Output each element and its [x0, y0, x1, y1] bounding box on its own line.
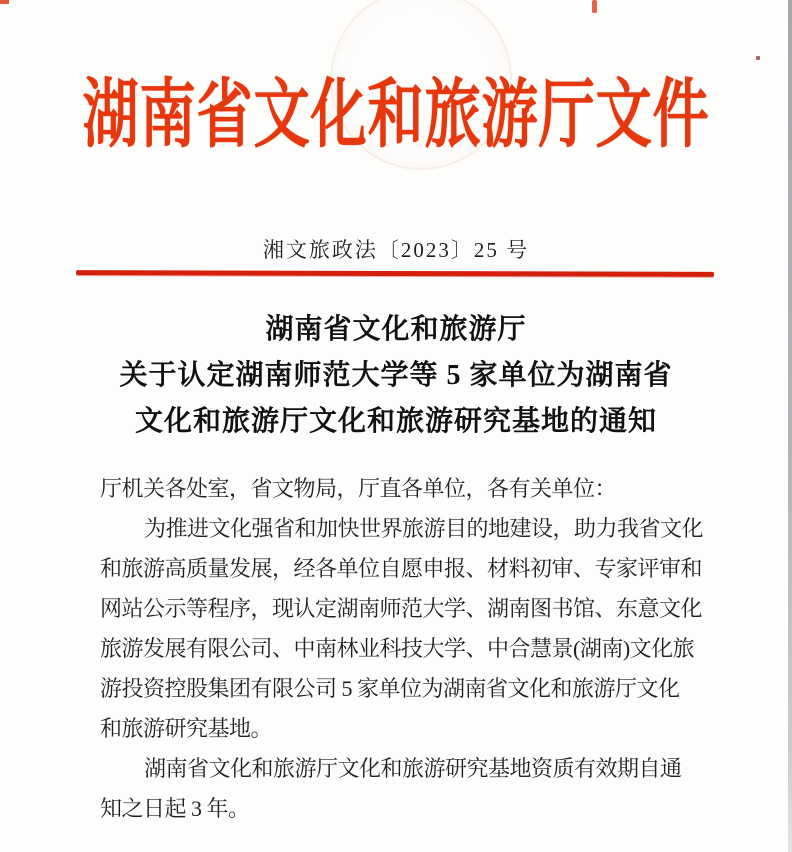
red-divider-line	[76, 270, 714, 277]
notice-body	[100, 469, 704, 829]
paragraph1-line-4: 旅游发展有限公司、中南林业科技大学、中合慧景(湖南)文化旅	[100, 636, 695, 661]
notice-title-line-2: 关于认定湖南师范大学等 5 家单位为湖南省	[119, 360, 673, 391]
paragraph2-line-1: 湖南省文化和旅游厅文化和旅游研究基地资质有效期自通	[144, 756, 682, 781]
salutation-line: 厅机关各处室，省文物局，厅直各单位，各有关单位：	[100, 476, 617, 501]
red-letterhead	[0, 55, 792, 162]
notice-title	[0, 307, 792, 445]
scan-edge-strip	[788, 0, 792, 852]
notice-title-line-3: 文化和旅游厅文化和旅游研究基地的通知	[134, 406, 657, 437]
paragraph1-line-1: 为推进文化强省和加快世界旅游目的地建设，助力我省文化	[144, 516, 704, 541]
paragraph1-line-6: 和旅游研究基地。	[100, 716, 273, 741]
paragraph1-line-5: 游投资控股集团有限公司 5 家单位为湖南省文化和旅游厅文化	[100, 676, 680, 701]
paragraph1-line-3: 网站公示等程序，现认定湖南师范大学、湖南图书馆、东意文化	[100, 596, 703, 621]
scan-artifact	[592, 0, 597, 13]
scan-artifact	[0, 0, 9, 4]
paragraph2-line-2: 知之日起 3 年。	[100, 796, 250, 821]
agency-letterhead-title: 湖南省文化和旅游厅文件	[82, 74, 710, 157]
paragraph1-line-2: 和旅游高质量发展，经各单位自愿申报、材料初审、专家评审和	[100, 556, 703, 581]
document-number: 湘文旅政法〔2023〕25 号	[262, 238, 530, 262]
notice-title-line-1: 湖南省文化和旅游厅	[265, 314, 527, 345]
